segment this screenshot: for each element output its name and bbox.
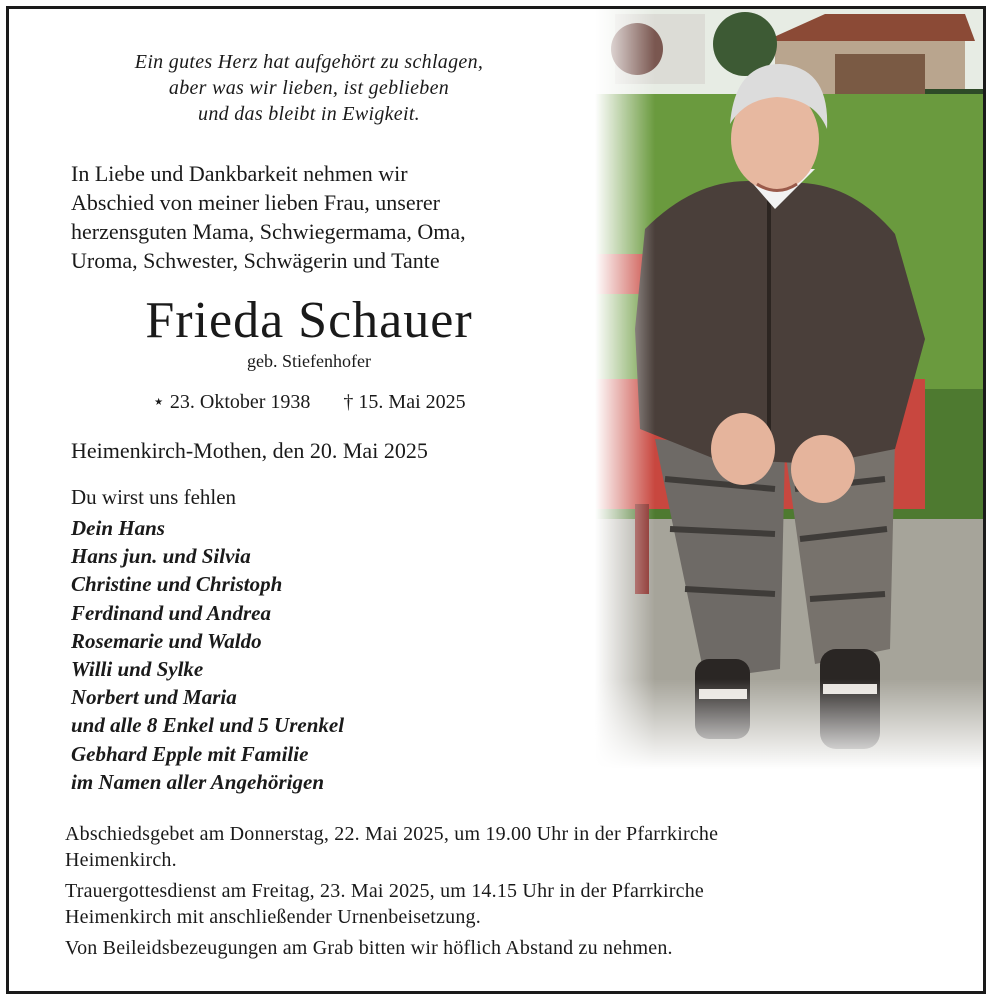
birth-date: ⋆ 23. Oktober 1938 [152,391,311,413]
prayer-info [65,821,965,873]
maiden-name: geb. Stiefenhofer [247,351,371,371]
death-date: † 15. Mai 2025 [343,391,466,413]
photo-fade-bottom [595,679,983,769]
obituary-frame [6,6,986,994]
family-list [71,514,591,796]
intro-line: herzensguten Mama, Schwiegermama, Oma, [71,219,466,244]
family-member: Dein Hans [71,516,165,540]
family-member: Rosemarie und Waldo [71,628,262,653]
miss-text: Du wirst uns fehlen [71,485,237,509]
intro-line: Abschied von meiner lieben Frau, unserer [71,190,440,215]
service-line: Trauergottesdienst am Freitag, 23. Mai 2025, um 14.15 Uhr in der Pfarrkirche [65,880,704,902]
family-member: Gebhard Epple mit Familie [71,741,309,766]
portrait-photo [595,9,983,769]
intro-text [71,159,591,275]
poem-line: aber was wir lieben, ist geblieben [168,77,450,99]
service-info-text [65,878,965,930]
family-member: Norbert und Maria [71,685,237,710]
family-member: Hans jun. und Silvia [71,544,251,569]
photo-fade-left [595,9,655,769]
service-info [65,821,965,966]
deceased-name: Frieda Schauer [145,292,473,349]
family-member: Ferdinand und Andrea [71,600,271,625]
prayer-line: Heimenkirch. [65,849,177,871]
prayer-line: Abschiedsgebet am Donnerstag, 22. Mai 2025, um 19.00 Uhr in der Pfarrkirche [65,823,719,845]
family-member: und alle 8 Enkel und 5 Urenkel [71,713,345,738]
poem-line: und das bleibt in Ewigkeit. [198,103,420,125]
intro-line: Uroma, Schwester, Schwägerin und Tante [71,248,440,273]
life-dates [49,389,569,415]
intro-line: In Liebe und Dankbarkeit nehmen wir [71,161,408,186]
family-member: Christine und Christoph [71,572,283,597]
family-member: im Namen aller Angehörigen [71,769,324,794]
place-date: Heimenkirch-Mothen, den 20. Mai 2025 [71,438,428,463]
service-line: Heimenkirch mit anschließender Urnenbeisetzung. [65,906,481,928]
family-member: Willi und Sylke [71,657,204,682]
condolence-note: Von Beileidsbezeugungen am Grab bitten wir höflich Abstand zu nehmen. [65,937,673,959]
poem-line: Ein gutes Herz hat aufgehört zu schlagen, [134,51,484,73]
poem [49,49,569,127]
